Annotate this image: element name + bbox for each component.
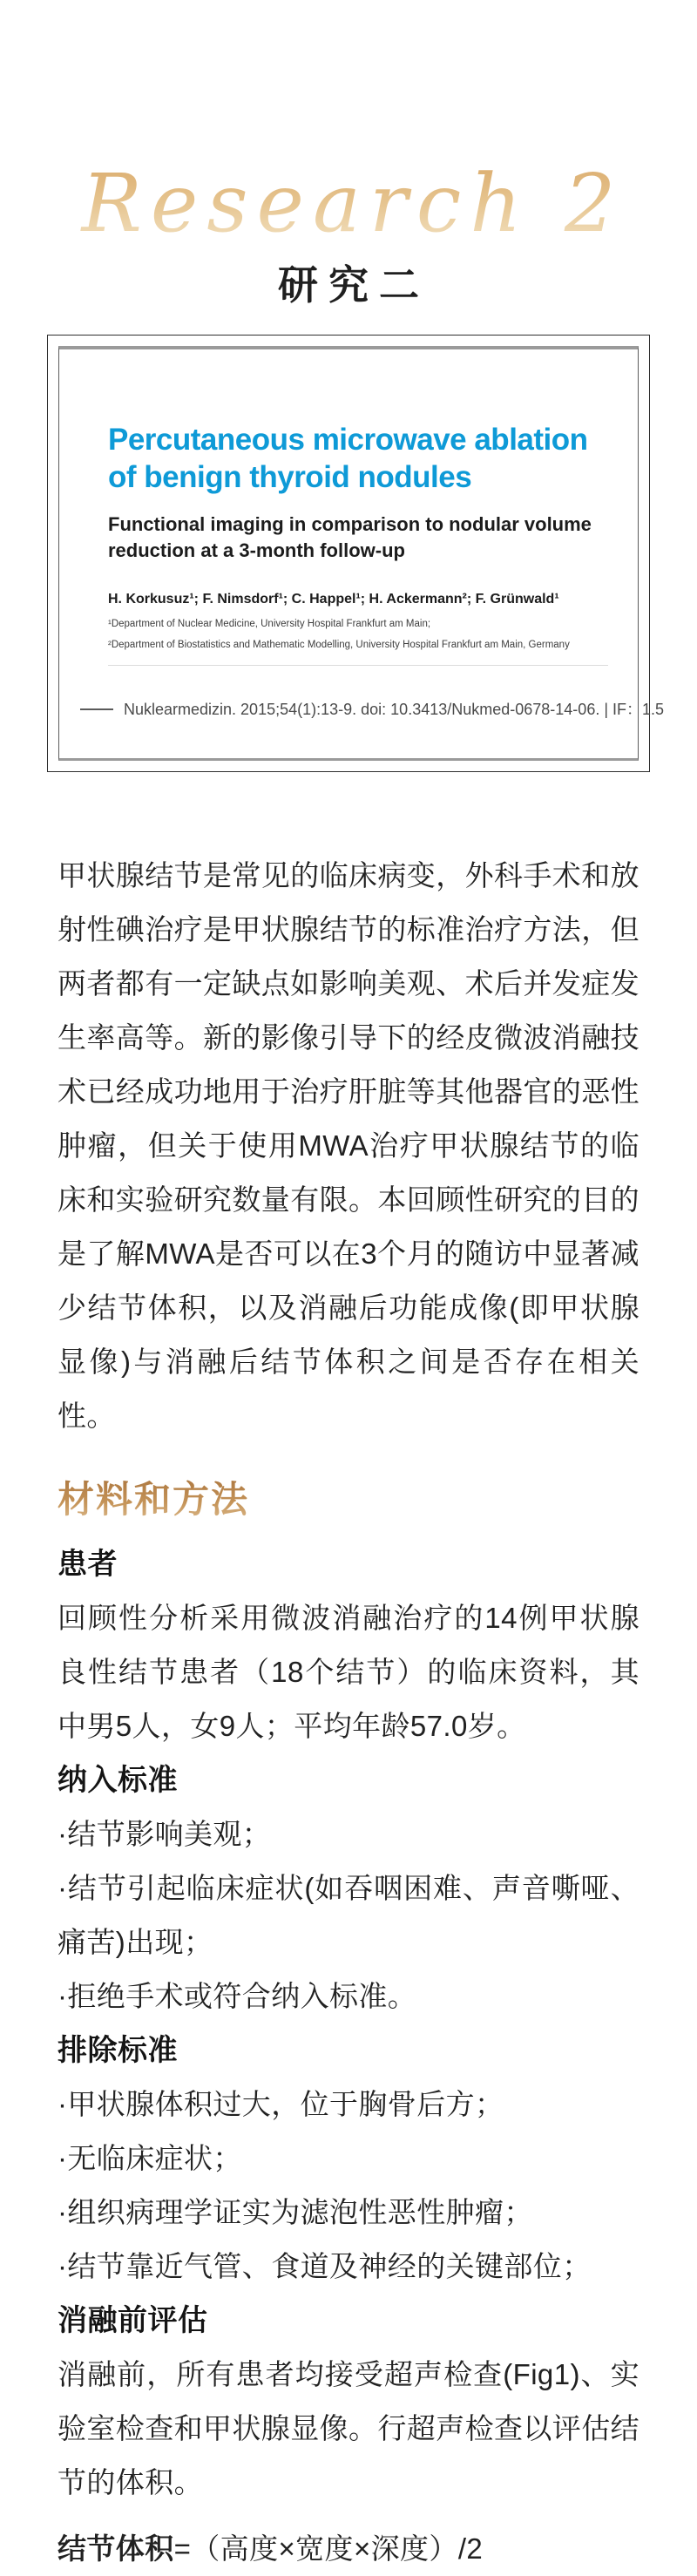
- inclusion-item: ·拒绝手术或符合纳入标准。: [58, 1980, 417, 2012]
- article-body: [0, 849, 697, 2576]
- research-script-title: Research 2: [0, 155, 697, 253]
- paper-authors: H. Korkusuz¹; F. Nimsdorf¹; C. Happel¹; H. Ackermann²; F. Grünwald¹: [108, 592, 559, 607]
- paper-subtitle: [108, 512, 617, 564]
- formula-expression: =（高度×宽度×深度）/2: [173, 2532, 484, 2565]
- intro-paragraph: 甲状腺结节是常见的临床病变，外科手术和放射性碘治疗是甲状腺结节的标准治疗方法，但两者都有一定缺点如影响美观、术后并发症发生率高等。新的影像引导下的经皮微波消融技术已经成功地用于治疗肝脏等其他器官的恶性肿瘤，但关于使用MWA治疗甲状腺结节的临床和实验研究数量有限。本回顾性研究的目的是了解MWA是否可以在3个月的随访中显著减少结节体积，以及消融后功能成像(即甲状腺显像)与消融后结节体积之间是否存在相关性。: [58, 859, 639, 1432]
- exclusion-item: ·组织病理学证实为滤泡性恶性肿瘤；: [58, 2196, 533, 2228]
- exclusion-item: ·甲状腺体积过大，位于胸骨后方；: [58, 2088, 504, 2120]
- paper-affiliation-1: ¹Department of Nuclear Medicine, University Hospital Frankfurt am Main;: [108, 619, 431, 629]
- paper-title-line1: Percutaneous microwave ablation: [108, 423, 588, 457]
- inclusion-item: ·结节引起临床症状(如吞咽困难、声音嘶哑、痛苦)出现；: [58, 1872, 639, 1958]
- paper-card: [47, 335, 665, 772]
- subheading-patients: 患者: [58, 1548, 118, 1581]
- paper-title-line2: of benign thyroid nodules: [108, 460, 472, 494]
- formula-label: 结节体积: [58, 2532, 174, 2565]
- section-heading-materials-methods: 材料和方法: [58, 1478, 249, 1523]
- citation-dash: [80, 708, 113, 710]
- hero-section: [0, 0, 697, 310]
- paper-divider: [108, 665, 608, 666]
- patients-paragraph: 回顾性分析采用微波消融治疗的14例甲状腺良性结节患者（18个结节）的临床资料，其中男5人，女9人；平均年龄57.0岁。: [58, 1602, 639, 1742]
- inclusion-item: ·结节影响美观；: [58, 1818, 272, 1850]
- subheading-exclusion-criteria: 排除标准: [58, 2034, 178, 2067]
- nodule-volume-formula: [58, 2522, 639, 2576]
- subheading-inclusion-criteria: 纳入标准: [58, 1764, 178, 1797]
- subheading-pre-ablation-evaluation: 消融前评估: [58, 2304, 208, 2337]
- paper-subtitle-line1: Functional imaging in comparison to nodular volume: [108, 513, 592, 535]
- pre-ablation-paragraph: 消融前，所有患者均接受超声检查(Fig1)、实验室检查和甲状腺显像。行超声检查以评估结节的体积。: [58, 2358, 639, 2498]
- paper-affiliation-2: ²Department of Biostatistics and Mathematic Modelling, University Hospital Frankfurt am Main, Germany: [108, 640, 570, 650]
- paper-screenshot-image[interactable]: [58, 346, 665, 761]
- exclusion-item: ·结节靠近气管、食道及神经的关键部位；: [58, 2250, 592, 2282]
- paper-subtitle-line2: reduction at a 3-month follow-up: [108, 539, 405, 561]
- page-title: 研究二: [278, 263, 430, 308]
- paper-title: [108, 421, 617, 496]
- paper-citation: [80, 699, 665, 720]
- exclusion-item: ·无临床症状；: [58, 2142, 242, 2174]
- citation-text: Nuklearmedizin. 2015;54(1):13-9. doi: 10.3413/Nukmed-0678-14-06. | IF：1.5: [124, 701, 665, 718]
